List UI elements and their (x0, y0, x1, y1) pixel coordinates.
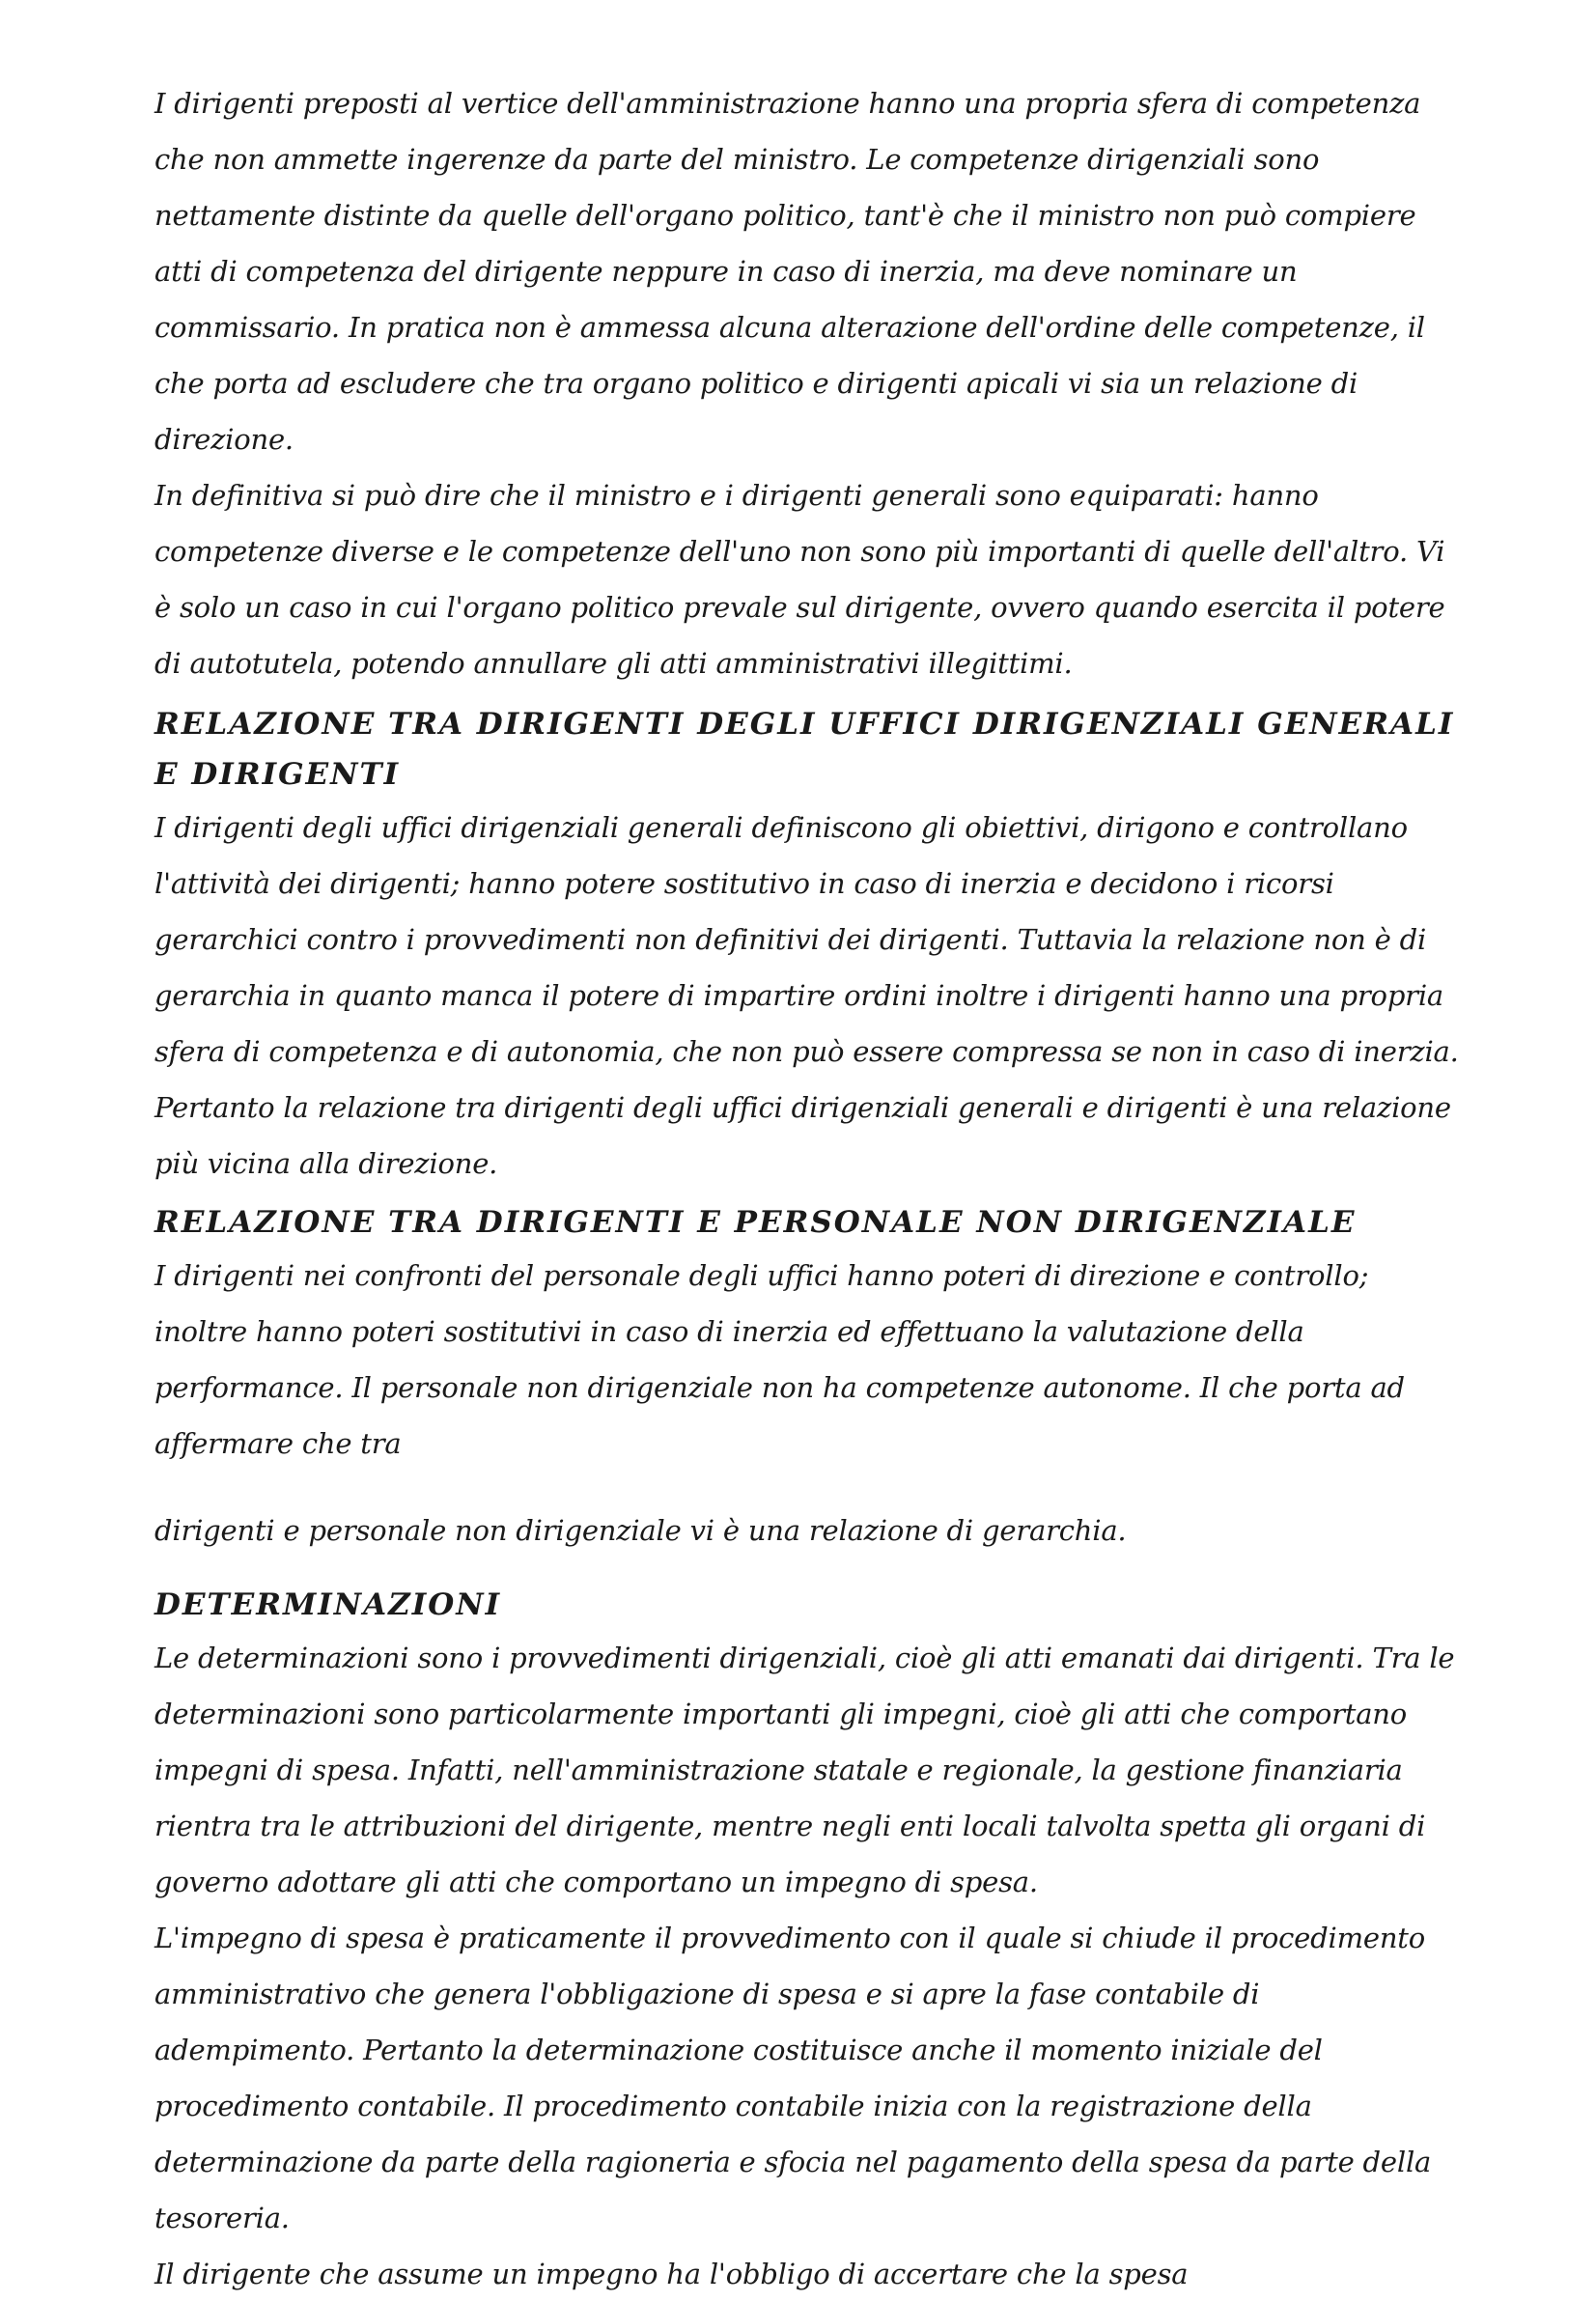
heading-determinazioni: DETERMINAZIONI (154, 1587, 502, 1622)
paragraph-equiparati: In definitiva si può dire che il ministro e i dirigenti generali sono equiparati: hanno competenze diverse e le competenze dell'uno non sono più importanti di quelle dell'altro. Vi è solo un caso in cui l'organo politico prevale sul dirigente, ovvero quando esercita il potere di autotutela, potendo annullare gli atti amministrativi illegittimi. (154, 479, 1445, 680)
paragraph-personale: I dirigenti nei confronti del personale degli uffici hanno poteri di direzione e controllo; inoltre hanno poteri sostitutivi in caso di inerzia ed effettuano la valutazione della performance. Il personale non dirigenziale non ha competenze autonome. Il che porta ad affermare che tra (154, 1259, 1405, 1460)
heading-relazione-dirigenti-generali: RELAZIONE TRA DIRIGENTI DEGLI UFFICI DIRIGENZIALI GENERALI E DIRIGENTI (154, 707, 1455, 792)
document-page (154, 75, 1468, 2302)
paragraph-vertice: I dirigenti preposti al vertice dell'amministrazione hanno una propria sfera di competenza che non ammette ingerenze da parte del ministro. Le competenze dirigenziali sono nettamente distinte da quelle dell'organo politico, tant'è che il ministro non può compiere atti di competenza del dirigente neppure in caso di inerzia, ma deve nominare un commissario. In pratica non è ammessa alcuna alterazione dell'ordine delle competenze, il che porta ad escludere che tra organo politico e dirigenti apicali vi sia un relazione di direzione. (154, 87, 1425, 456)
paragraph-gerarchia: dirigenti e personale non dirigenziale vi è una relazione di gerarchia. (154, 1514, 1127, 1547)
paragraph-obbligo: Il dirigente che assume un impegno ha l'obbligo di accertare che la spesa (154, 2258, 1189, 2290)
paragraph-impegno-spesa: L'impegno di spesa è praticamente il provvedimento con il quale si chiude il procedimento amministrativo che genera l'obbligazione di spesa e si apre la fase contabile di adempimento. Pertanto la determinazione costituisce anche il momento iniziale del procedimento contabile. Il procedimento contabile inizia con la registrazione della determinazione da parte della ragioneria e sfocia nel pagamento della spesa da parte della tesoreria. (154, 1922, 1432, 2234)
paragraph-determinazioni: Le determinazioni sono i provvedimenti dirigenziali, cioè gli atti emanati dai dirigenti. Tra le determinazioni sono particolarmente importanti gli impegni, cioè gli atti che comportano impegni di spesa. Infatti, nell'amministrazione statale e regionale, la gestione finanziaria rientra tra le attribuzioni del dirigente, mentre negli enti locali talvolta spetta gli organi di governo adottare gli atti che comportano un impegno di spesa. (154, 1642, 1455, 1898)
paragraph-uffici-dirigenziali: I dirigenti degli uffici dirigenziali generali definiscono gli obiettivi, dirigono e controllano l'attività dei dirigenti; hanno potere sostitutivo in caso di inerzia e decidono i ricorsi gerarchici contro i provvedimenti non definitivi dei dirigenti. Tuttavia la relazione non è di gerarchia in quanto manca il potere di impartire ordini inoltre i dirigenti hanno una propria sfera di competenza e di autonomia, che non può essere compressa se non in caso di inerzia. Pertanto la relazione tra dirigenti degli uffici dirigenziali generali e dirigenti è una relazione più vicina alla direzione. (154, 811, 1459, 1180)
heading-relazione-personale: RELAZIONE TRA DIRIGENTI E PERSONALE NON DIRIGENZIALE (154, 1205, 1357, 1240)
